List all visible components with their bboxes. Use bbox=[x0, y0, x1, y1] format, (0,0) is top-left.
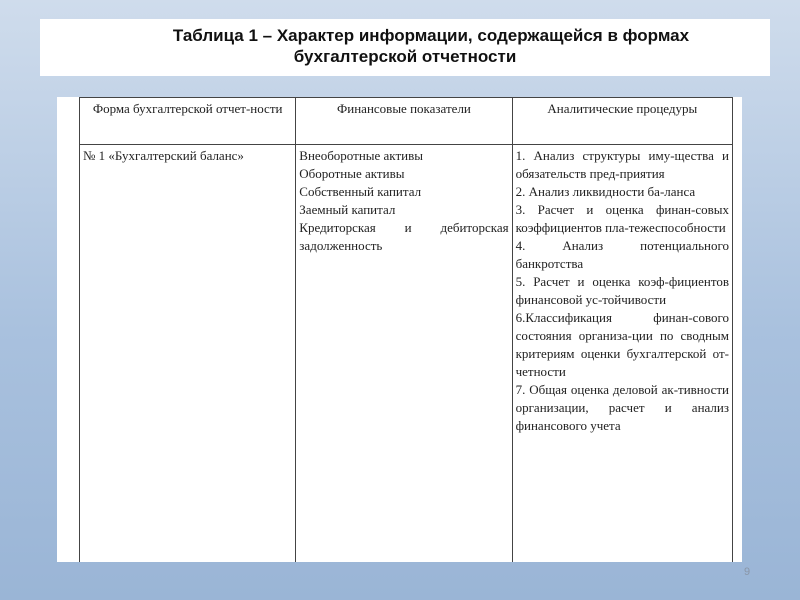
page-number: 9 bbox=[744, 566, 751, 578]
indicator-item: Внеоборотные активы bbox=[299, 148, 423, 163]
procedure-item: 6.Классификация финан-сового состояния организа-ции по сводным критериям оценки бухгалтерской от-четности bbox=[515, 310, 729, 379]
header-procedures: Аналитические процедуры bbox=[512, 98, 732, 145]
indicator-item: Оборотные активы bbox=[299, 166, 405, 181]
table-row bbox=[80, 145, 733, 563]
indicator-item: Заемный капитал bbox=[299, 202, 396, 217]
indicator-item: Собственный капитал bbox=[299, 184, 422, 199]
cell-form bbox=[80, 145, 296, 563]
procedure-item: 7. Общая оценка деловой ак-тивности организации, расчет и анализ финансового учета bbox=[515, 382, 729, 433]
indicator-item: Кредиторская и дебиторская задолженность bbox=[299, 220, 509, 253]
table-header-row bbox=[80, 98, 733, 145]
header-indicators: Финансовые показатели bbox=[296, 98, 512, 145]
slide-title-line-2: бухгалтерской отчетности bbox=[293, 47, 517, 66]
table-panel bbox=[57, 97, 742, 562]
report-table bbox=[79, 97, 733, 562]
title-box bbox=[40, 19, 770, 76]
procedure-item: 3. Расчет и оценка финан-совых коэффициентов пла-тежеспособности bbox=[515, 202, 729, 235]
procedure-item: 1. Анализ структуры иму-щества и обязательств пред-приятия bbox=[515, 148, 729, 181]
procedure-item: 4. Анализ потенциального банкротства bbox=[515, 238, 729, 271]
form-name: № 1 «Бухгалтерский баланс» bbox=[83, 148, 244, 163]
slide-title-line-1: Таблица 1 – Характер информации, содержащейся в формах bbox=[172, 26, 690, 45]
procedure-item: 5. Расчет и оценка коэф-фициентов финансовой ус-тойчивости bbox=[515, 274, 729, 307]
procedure-item: 2. Анализ ликвидности ба-ланса bbox=[515, 184, 696, 199]
header-form: Форма бухгалтерской отчет-ности bbox=[80, 98, 296, 145]
cell-indicators bbox=[296, 145, 512, 563]
cell-procedures bbox=[512, 145, 732, 563]
